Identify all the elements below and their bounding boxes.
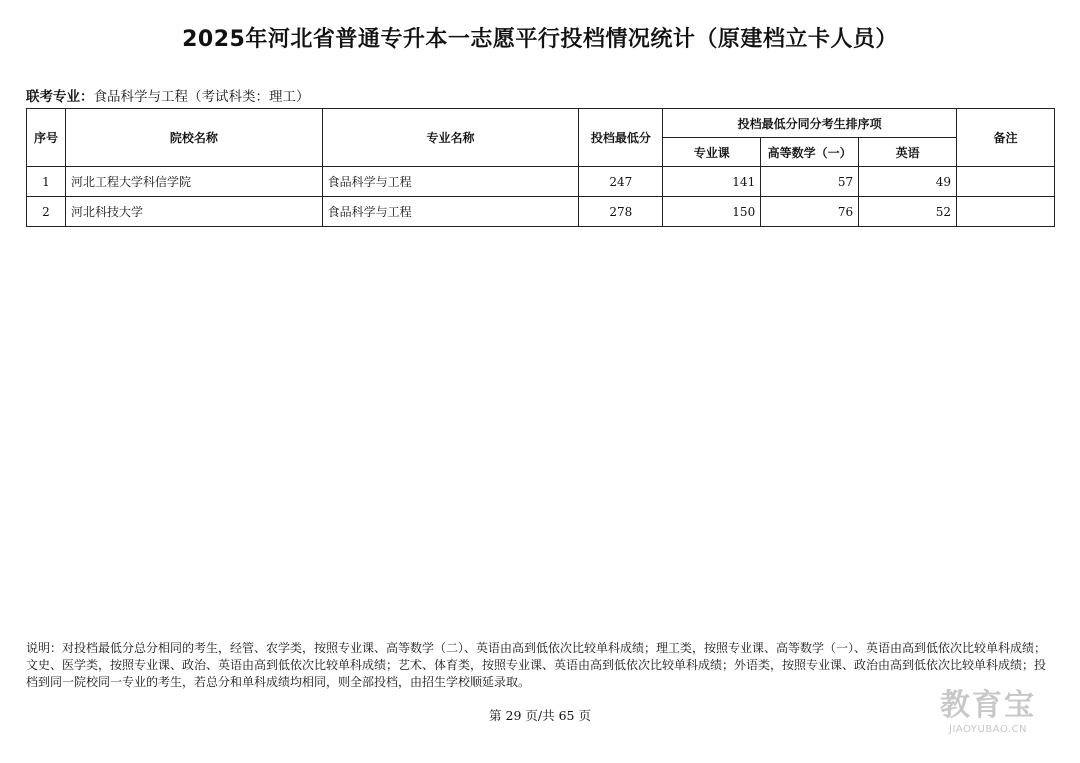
- header-prof-course: 专业课: [663, 138, 761, 167]
- cell-min-score: 247: [579, 167, 663, 197]
- cell-math: 57: [761, 167, 859, 197]
- cell-prof-course: 141: [663, 167, 761, 197]
- header-seq: 序号: [27, 109, 66, 167]
- cell-major: 食品科学与工程: [322, 167, 579, 197]
- header-major: 专业名称: [322, 109, 579, 167]
- cell-remark: [957, 167, 1055, 197]
- cell-major: 食品科学与工程: [322, 197, 579, 227]
- watermark-logo: [918, 688, 1058, 744]
- header-remark: 备注: [957, 109, 1055, 167]
- cell-english: 49: [859, 167, 957, 197]
- cell-school: 河北工程大学科信学院: [65, 167, 322, 197]
- explanatory-note: 说明：对投档最低分总分相同的考生，经管、农学类，按照专业课、高等数学（二）、英语由高到低依次比较单科成绩；理工类，按照专业课、高等数学（一）、英语由高到低依次比较单科成绩；文史、医学类，按照专业课、政治、英语由高到低依次比较单科成绩；艺术、体育类，按照专业课、英语由高到低依次比较单科成绩；外语类，按照专业课、政治由高到低依次比较单科成绩；投档到同一院校同一专业的考生，若总分和单科成绩均相同，则全部投档，由招生学校顺延录取。: [26, 641, 1047, 689]
- major-value: 食品科学与工程（考试科类：理工）: [93, 89, 310, 105]
- admission-table: [26, 108, 1055, 227]
- major-line: [26, 85, 310, 105]
- cell-prof-course: 150: [663, 197, 761, 227]
- watermark-text: 教育宝: [940, 688, 1036, 723]
- table-row: [27, 197, 1055, 227]
- header-math: 高等数学（一）: [761, 138, 859, 167]
- header-school: 院校名称: [65, 109, 322, 167]
- cell-remark: [957, 197, 1055, 227]
- major-label: 联考专业：: [26, 89, 94, 105]
- cell-english: 52: [859, 197, 957, 227]
- document-title: 2025年河北省普通专升本一志愿平行投档情况统计（原建档立卡人员）: [182, 27, 898, 52]
- header-english: 英语: [859, 138, 957, 167]
- header-min-score: 投档最低分: [579, 109, 663, 167]
- page-footer: 第 29 页/共 65 页: [489, 708, 591, 723]
- cell-seq: 2: [27, 197, 66, 227]
- cell-school: 河北科技大学: [65, 197, 322, 227]
- cell-math: 76: [761, 197, 859, 227]
- cell-min-score: 278: [579, 197, 663, 227]
- table-row: [27, 167, 1055, 197]
- cell-seq: 1: [27, 167, 66, 197]
- header-tiebreak: 投档最低分同分考生排序项: [663, 109, 957, 138]
- watermark-url: JIAOYUBAO.CN: [949, 724, 1027, 735]
